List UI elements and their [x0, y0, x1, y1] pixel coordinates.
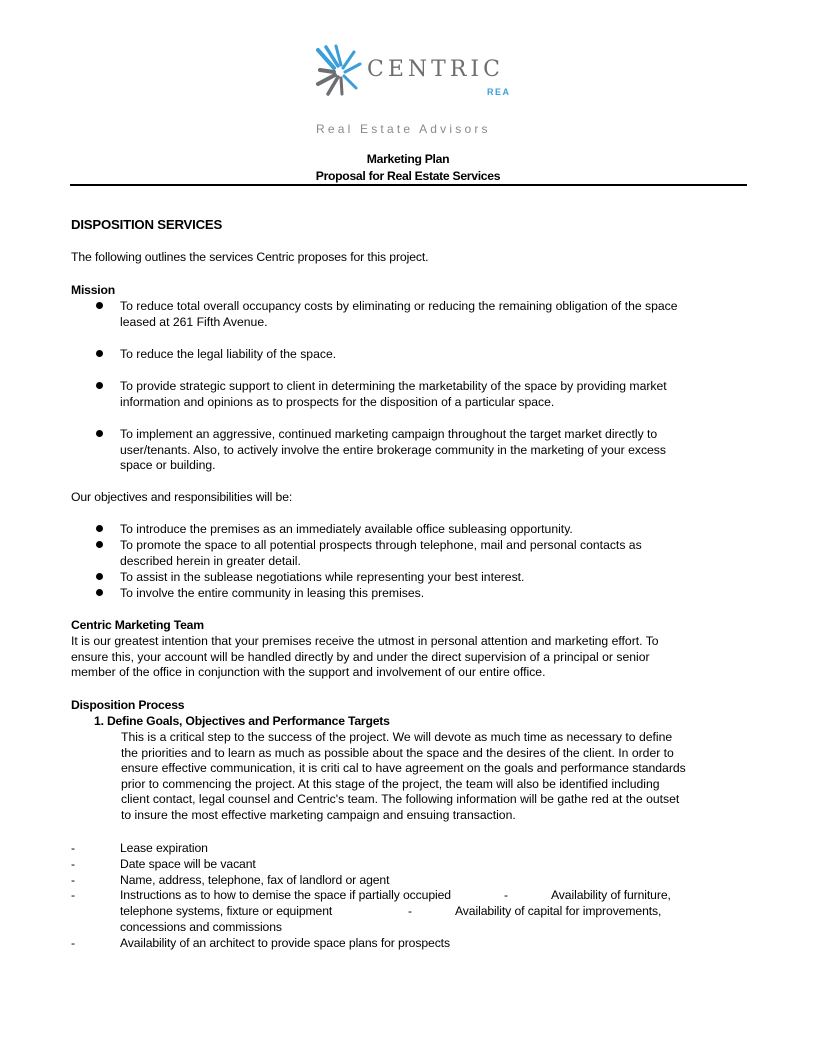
objective-item-line: To assist in the sublease negotiations while representing your best interest. [120, 570, 525, 584]
process-line: ensure effective communication, it is criti cal to have agreement on the goals and performance standards [121, 761, 686, 776]
dash-marker: - [504, 888, 508, 902]
dash-marker: - [71, 857, 75, 871]
process-line: client contact, legal counsel and Centric's team. The following information will be gathe red at the outset [121, 792, 680, 807]
list-item: Availability of furniture, [551, 888, 671, 902]
list-item: Instructions as to how to demise the space if partially occupied [120, 888, 451, 902]
arrows-logo-icon [314, 44, 364, 100]
team-line: member of the office in conjunction with the support and involvement of our entire office. [71, 665, 546, 680]
team-line: It is our greatest intention that your premises receive the utmost in personal attention and marketing effort. To [71, 634, 659, 648]
list-item: Date space will be vacant [120, 857, 256, 871]
mission-item-line: To reduce the legal liability of the space. [120, 347, 337, 361]
objective-item [120, 522, 740, 538]
document-subtitle: Proposal for Real Estate Services [315, 169, 501, 183]
bullet-icon [96, 350, 103, 357]
dash-marker: - [71, 873, 75, 887]
list-item: Availability of capital for improvements, [455, 904, 662, 918]
document-title: Marketing Plan [366, 152, 450, 166]
process-line: to insure the most effective marketing campaign and ensuing transaction. [121, 807, 516, 822]
intro-text: The following outlines the services Centric proposes for this project. [71, 250, 429, 264]
mission-item-line: To reduce total overall occupancy costs by eliminating or reducing the remaining obligation of the space [120, 299, 678, 313]
bullet-icon [96, 573, 103, 580]
objective-item-line: To promote the space to all potential prospects through telephone, mail and personal contacts as [120, 538, 642, 552]
objective-item [120, 538, 740, 569]
logo-wordmark: CENTRIC [367, 57, 504, 82]
process-paragraph [121, 730, 741, 824]
logo-tagline: Real Estate Advisors [316, 122, 491, 136]
list-item: Lease expiration [120, 841, 208, 855]
objective-item-line: described herein in greater detail. [120, 553, 301, 568]
bullet-icon [96, 589, 103, 596]
bullet-icon [96, 302, 103, 309]
bullet-icon [96, 382, 103, 389]
mission-item-line: information and opinions as to prospects for the disposition of a particular space. [120, 394, 555, 409]
mission-item-line: space or building. [120, 458, 216, 473]
list-item: concessions and commissions [120, 920, 282, 934]
process-step-heading: 1. Define Goals, Objectives and Performance Targets [94, 714, 390, 728]
objectives-intro: Our objectives and responsibilities will be: [71, 490, 293, 504]
team-heading: Centric Marketing Team [71, 618, 204, 632]
team-line: ensure this, your account will be handled directly by and under the direct supervision of a principal or senior [71, 649, 650, 664]
mission-item-line: leased at 261 Fifth Avenue. [120, 314, 268, 329]
bullet-icon [96, 541, 103, 548]
process-line: This is a critical step to the success of the project. We will devote as much time as necessary to define [121, 730, 673, 744]
mission-item-line: To provide strategic support to client in determining the marketability of the space by providing market [120, 379, 667, 393]
mission-item [120, 347, 740, 363]
mission-item [120, 427, 740, 474]
process-line: the priorities and to learn as much as possible about the space and the desires of the client. In order to [121, 745, 674, 760]
dash-marker: - [408, 904, 412, 918]
process-heading: Disposition Process [71, 698, 185, 712]
mission-item-line: To implement an aggressive, continued marketing campaign throughout the target market directly to [120, 427, 658, 441]
mission-item [120, 299, 740, 330]
header-rule [70, 184, 747, 186]
process-line: prior to commencing the project. At this stage of the project, the team will also be identified including [121, 776, 660, 791]
objective-item [120, 570, 740, 586]
objective-item-line: To introduce the premises as an immediately available office subleasing opportunity. [120, 522, 573, 536]
mission-item-line: user/tenants. Also, to actively involve the entire brokerage community in the marketing of your excess [120, 442, 666, 457]
dash-marker: - [71, 936, 75, 950]
section-title: DISPOSITION SERVICES [71, 217, 223, 232]
dash-marker: - [71, 841, 75, 855]
mission-heading: Mission [71, 283, 115, 297]
objective-item [120, 586, 740, 602]
list-item: Availability of an architect to provide space plans for prospects [120, 936, 450, 950]
list-item: telephone systems, fixture or equipment [120, 904, 333, 918]
objective-item-line: To involve the entire community in leasing this premises. [120, 586, 425, 600]
dash-marker: - [71, 888, 75, 902]
bullet-icon [96, 430, 103, 437]
bullet-icon [96, 525, 103, 532]
mission-item [120, 379, 740, 410]
team-paragraph [71, 634, 741, 681]
logo-sub: REA [487, 87, 511, 97]
centric-logo [314, 44, 514, 140]
list-item: Name, address, telephone, fax of landlord or agent [120, 873, 390, 887]
